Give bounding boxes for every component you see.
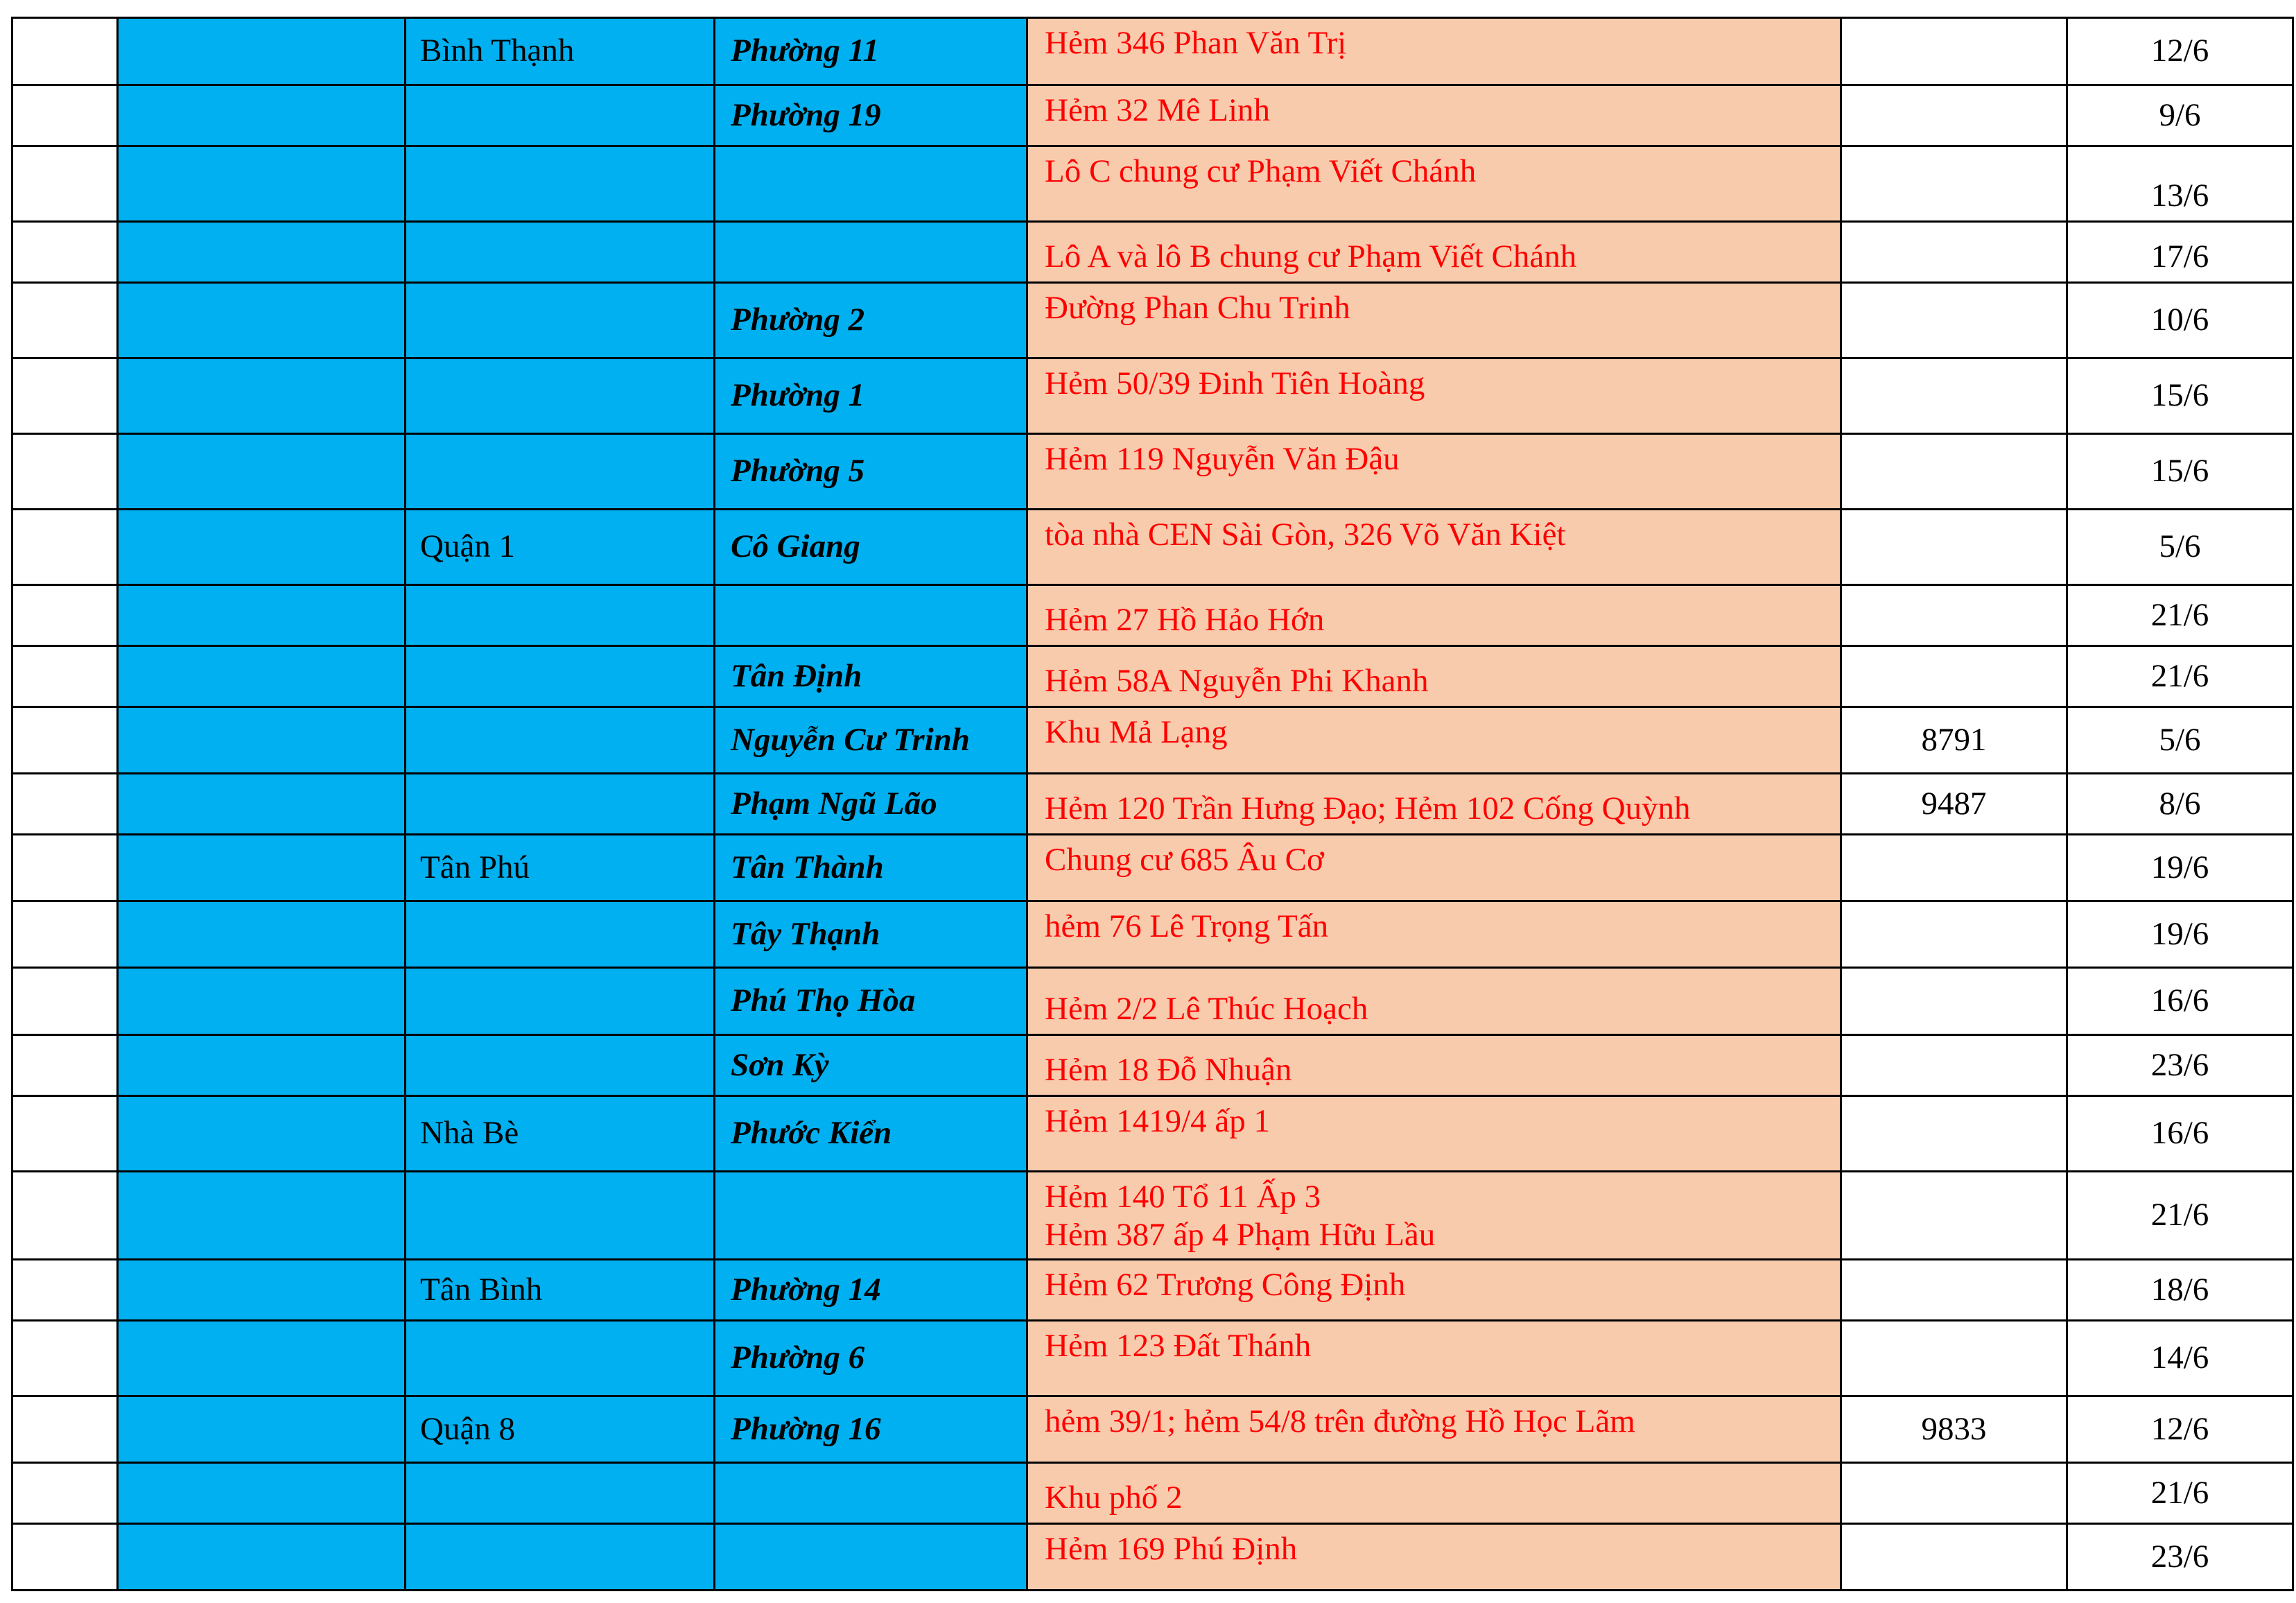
index-cell — [12, 901, 118, 968]
region-cell — [118, 1035, 406, 1096]
index-cell — [12, 774, 118, 835]
date-cell: 16/6 — [2067, 968, 2293, 1035]
location-text: hẻm 39/1; hẻm 54/8 trên đường Hồ Học Lãm — [1045, 1403, 1635, 1439]
ward-cell: Phú Thọ Hòa — [715, 968, 1027, 1035]
table-row — [12, 18, 2293, 85]
location-cell — [1027, 1463, 1841, 1524]
location-cell — [1027, 774, 1841, 835]
district-cell — [406, 283, 715, 358]
table-row — [12, 222, 2293, 283]
index-cell — [12, 1396, 118, 1463]
region-cell — [118, 707, 406, 774]
table-row — [12, 901, 2293, 968]
location-cell — [1027, 585, 1841, 646]
table-row — [12, 85, 2293, 146]
table-row — [12, 707, 2293, 774]
case-code-cell: 9833 — [1841, 1396, 2067, 1463]
location-cell — [1027, 1172, 1841, 1260]
district-cell: Quận 1 — [406, 510, 715, 585]
district-cell — [406, 222, 715, 283]
location-text: Hẻm 123 Đất Thánh — [1045, 1328, 1312, 1364]
ward-cell: Phường 19 — [715, 85, 1027, 146]
location-text: Hẻm 120 Trần Hưng Đạo; Hẻm 102 Cống Quỳnh — [1045, 790, 1691, 826]
location-text: Đường Phan Chu Trinh — [1045, 290, 1350, 326]
table-body — [12, 18, 2293, 1591]
index-cell — [12, 646, 118, 707]
date-cell: 21/6 — [2067, 646, 2293, 707]
date-cell: 16/6 — [2067, 1096, 2293, 1172]
date-cell: 10/6 — [2067, 283, 2293, 358]
table-row — [12, 774, 2293, 835]
case-code-cell — [1841, 146, 2067, 222]
date-cell: 21/6 — [2067, 1463, 2293, 1524]
index-cell — [12, 85, 118, 146]
location-cell — [1027, 901, 1841, 968]
case-code-cell — [1841, 1321, 2067, 1396]
ward-cell: Phường 6 — [715, 1321, 1027, 1396]
location-cell — [1027, 434, 1841, 510]
region-cell — [118, 283, 406, 358]
region-cell — [118, 1172, 406, 1260]
index-cell — [12, 707, 118, 774]
location-cell — [1027, 1396, 1841, 1463]
ward-cell: Phường 1 — [715, 358, 1027, 434]
location-cell — [1027, 646, 1841, 707]
location-text: hẻm 76 Lê Trọng Tấn — [1045, 908, 1329, 944]
ward-cell: Phường 2 — [715, 283, 1027, 358]
case-code-cell — [1841, 1524, 2067, 1591]
date-cell: 21/6 — [2067, 1172, 2293, 1260]
ward-cell: Sơn Kỳ — [715, 1035, 1027, 1096]
location-text: Khu phố 2 — [1045, 1479, 1183, 1516]
ward-cell: Tân Thành — [715, 835, 1027, 901]
index-cell — [12, 585, 118, 646]
date-cell: 17/6 — [2067, 222, 2293, 283]
date-cell: 15/6 — [2067, 358, 2293, 434]
case-code-cell — [1841, 510, 2067, 585]
ward-cell: Phạm Ngũ Lão — [715, 774, 1027, 835]
region-cell — [118, 1463, 406, 1524]
location-text: Chung cư 685 Âu Cơ — [1045, 842, 1324, 878]
location-text: Hẻm 169 Phú Định — [1045, 1531, 1298, 1567]
location-text: Hẻm 62 Trương Công Định — [1045, 1267, 1406, 1303]
location-text: tòa nhà CEN Sài Gòn, 326 Võ Văn Kiệt — [1045, 517, 1566, 553]
ward-cell: Phường 5 — [715, 434, 1027, 510]
table-row — [12, 1463, 2293, 1524]
case-code-cell — [1841, 835, 2067, 901]
location-text: Hẻm 387 ấp 4 Phạm Hữu Lầu — [1045, 1217, 1436, 1254]
date-cell: 12/6 — [2067, 18, 2293, 85]
region-cell — [118, 1096, 406, 1172]
district-cell: Tân Bình — [406, 1260, 715, 1321]
index-cell — [12, 835, 118, 901]
region-cell — [118, 835, 406, 901]
region-cell — [118, 434, 406, 510]
table-row — [12, 510, 2293, 585]
table-row — [12, 1172, 2293, 1260]
index-cell — [12, 18, 118, 85]
district-cell — [406, 1524, 715, 1591]
case-code-cell — [1841, 1035, 2067, 1096]
district-cell: Bình Thạnh — [406, 18, 715, 85]
case-code-cell — [1841, 968, 2067, 1035]
case-code-cell — [1841, 1260, 2067, 1321]
case-code-cell — [1841, 358, 2067, 434]
district-cell — [406, 646, 715, 707]
table-row — [12, 1035, 2293, 1096]
case-code-cell: 8791 — [1841, 707, 2067, 774]
ward-cell: Phước Kiển — [715, 1096, 1027, 1172]
index-cell — [12, 968, 118, 1035]
ward-cell: Tân Định — [715, 646, 1027, 707]
case-code-cell — [1841, 901, 2067, 968]
date-cell: 19/6 — [2067, 901, 2293, 968]
location-text: Lô A và lô B chung cư Phạm Viết Chánh — [1045, 238, 1577, 275]
date-cell: 12/6 — [2067, 1396, 2293, 1463]
location-cell — [1027, 18, 1841, 85]
district-cell — [406, 1035, 715, 1096]
ward-cell — [715, 585, 1027, 646]
ward-cell — [715, 1463, 1027, 1524]
location-cell — [1027, 222, 1841, 283]
date-cell: 19/6 — [2067, 835, 2293, 901]
region-cell — [118, 1260, 406, 1321]
index-cell — [12, 1463, 118, 1524]
district-cell — [406, 901, 715, 968]
district-cell — [406, 968, 715, 1035]
ward-cell: Phường 14 — [715, 1260, 1027, 1321]
case-code-cell — [1841, 1096, 2067, 1172]
ward-cell: Cô Giang — [715, 510, 1027, 585]
date-cell: 18/6 — [2067, 1260, 2293, 1321]
case-code-cell — [1841, 646, 2067, 707]
region-cell — [118, 510, 406, 585]
district-cell: Tân Phú — [406, 835, 715, 901]
region-cell — [118, 358, 406, 434]
district-cell — [406, 85, 715, 146]
index-cell — [12, 283, 118, 358]
table-row — [12, 434, 2293, 510]
index-cell — [12, 510, 118, 585]
location-text: Hẻm 27 Hồ Hảo Hớn — [1045, 601, 1325, 638]
district-cell: Quận 8 — [406, 1396, 715, 1463]
date-cell: 21/6 — [2067, 585, 2293, 646]
ward-cell — [715, 1524, 1027, 1591]
location-text: Hẻm 58A Nguyễn Phi Khanh — [1045, 662, 1429, 699]
date-cell: 9/6 — [2067, 85, 2293, 146]
table-row — [12, 968, 2293, 1035]
region-cell — [118, 85, 406, 146]
table-row — [12, 1096, 2293, 1172]
location-text: Hẻm 2/2 Lê Thúc Hoạch — [1045, 990, 1368, 1027]
index-cell — [12, 358, 118, 434]
ward-cell — [715, 222, 1027, 283]
location-cell — [1027, 1260, 1841, 1321]
location-cell — [1027, 1096, 1841, 1172]
region-cell — [118, 774, 406, 835]
location-text: Hẻm 32 Mê Linh — [1045, 92, 1271, 128]
ward-cell — [715, 1172, 1027, 1260]
region-cell — [118, 646, 406, 707]
district-cell — [406, 707, 715, 774]
index-cell — [12, 1035, 118, 1096]
index-cell — [12, 1321, 118, 1396]
location-cell — [1027, 146, 1841, 222]
location-text: Hẻm 18 Đỗ Nhuận — [1045, 1051, 1292, 1088]
district-cell — [406, 358, 715, 434]
region-cell — [118, 901, 406, 968]
ward-cell: Tây Thạnh — [715, 901, 1027, 968]
location-cell — [1027, 358, 1841, 434]
location-cell — [1027, 1035, 1841, 1096]
table-row — [12, 1396, 2293, 1463]
index-cell — [12, 1096, 118, 1172]
date-cell: 8/6 — [2067, 774, 2293, 835]
case-code-cell — [1841, 283, 2067, 358]
table-row — [12, 358, 2293, 434]
district-cell — [406, 585, 715, 646]
table-row — [12, 585, 2293, 646]
date-cell: 15/6 — [2067, 434, 2293, 510]
location-text: Hẻm 140 Tổ 11 Ấp 3 — [1045, 1179, 1321, 1215]
table-row — [12, 1260, 2293, 1321]
date-cell: 5/6 — [2067, 510, 2293, 585]
region-cell — [118, 146, 406, 222]
region-cell — [118, 1396, 406, 1463]
case-code-cell — [1841, 18, 2067, 85]
district-cell: Nhà Bè — [406, 1096, 715, 1172]
district-cell — [406, 1463, 715, 1524]
date-cell: 23/6 — [2067, 1524, 2293, 1591]
index-cell — [12, 1524, 118, 1591]
region-cell — [118, 222, 406, 283]
date-cell: 5/6 — [2067, 707, 2293, 774]
table-row — [12, 283, 2293, 358]
table-row — [12, 146, 2293, 222]
district-cell — [406, 1321, 715, 1396]
table-row — [12, 1321, 2293, 1396]
district-cell — [406, 146, 715, 222]
table-row — [12, 1524, 2293, 1591]
case-code-cell — [1841, 434, 2067, 510]
district-cell — [406, 1172, 715, 1260]
ward-cell — [715, 146, 1027, 222]
case-code-cell — [1841, 1172, 2067, 1260]
location-text: Khu Mả Lạng — [1045, 714, 1228, 750]
date-cell: 13/6 — [2067, 146, 2293, 222]
index-cell — [12, 146, 118, 222]
location-text: Hẻm 119 Nguyễn Văn Đậu — [1045, 441, 1400, 477]
ward-cell: Phường 11 — [715, 18, 1027, 85]
case-code-cell — [1841, 85, 2067, 146]
outbreak-locations-table — [11, 17, 2294, 1591]
location-text: Hẻm 50/39 Đinh Tiên Hoàng — [1045, 365, 1425, 401]
location-cell — [1027, 835, 1841, 901]
location-cell — [1027, 283, 1841, 358]
location-cell — [1027, 968, 1841, 1035]
location-cell — [1027, 707, 1841, 774]
location-cell — [1027, 85, 1841, 146]
region-cell — [118, 1321, 406, 1396]
table-row — [12, 646, 2293, 707]
location-cell — [1027, 510, 1841, 585]
date-cell: 14/6 — [2067, 1321, 2293, 1396]
location-text: Hẻm 1419/4 ấp 1 — [1045, 1103, 1271, 1139]
region-cell — [118, 968, 406, 1035]
index-cell — [12, 1260, 118, 1321]
case-code-cell — [1841, 1463, 2067, 1524]
region-cell — [118, 1524, 406, 1591]
index-cell — [12, 222, 118, 283]
location-text: Lô C chung cư Phạm Viết Chánh — [1045, 153, 1477, 189]
district-cell — [406, 774, 715, 835]
region-cell — [118, 18, 406, 85]
ward-cell: Phường 16 — [715, 1396, 1027, 1463]
index-cell — [12, 434, 118, 510]
case-code-cell — [1841, 222, 2067, 283]
location-text: Hẻm 346 Phan Văn Trị — [1045, 25, 1347, 61]
location-cell — [1027, 1321, 1841, 1396]
date-cell: 23/6 — [2067, 1035, 2293, 1096]
table-row — [12, 835, 2293, 901]
ward-cell: Nguyễn Cư Trinh — [715, 707, 1027, 774]
region-cell — [118, 585, 406, 646]
location-cell — [1027, 1524, 1841, 1591]
district-cell — [406, 434, 715, 510]
index-cell — [12, 1172, 118, 1260]
case-code-cell: 9487 — [1841, 774, 2067, 835]
case-code-cell — [1841, 585, 2067, 646]
